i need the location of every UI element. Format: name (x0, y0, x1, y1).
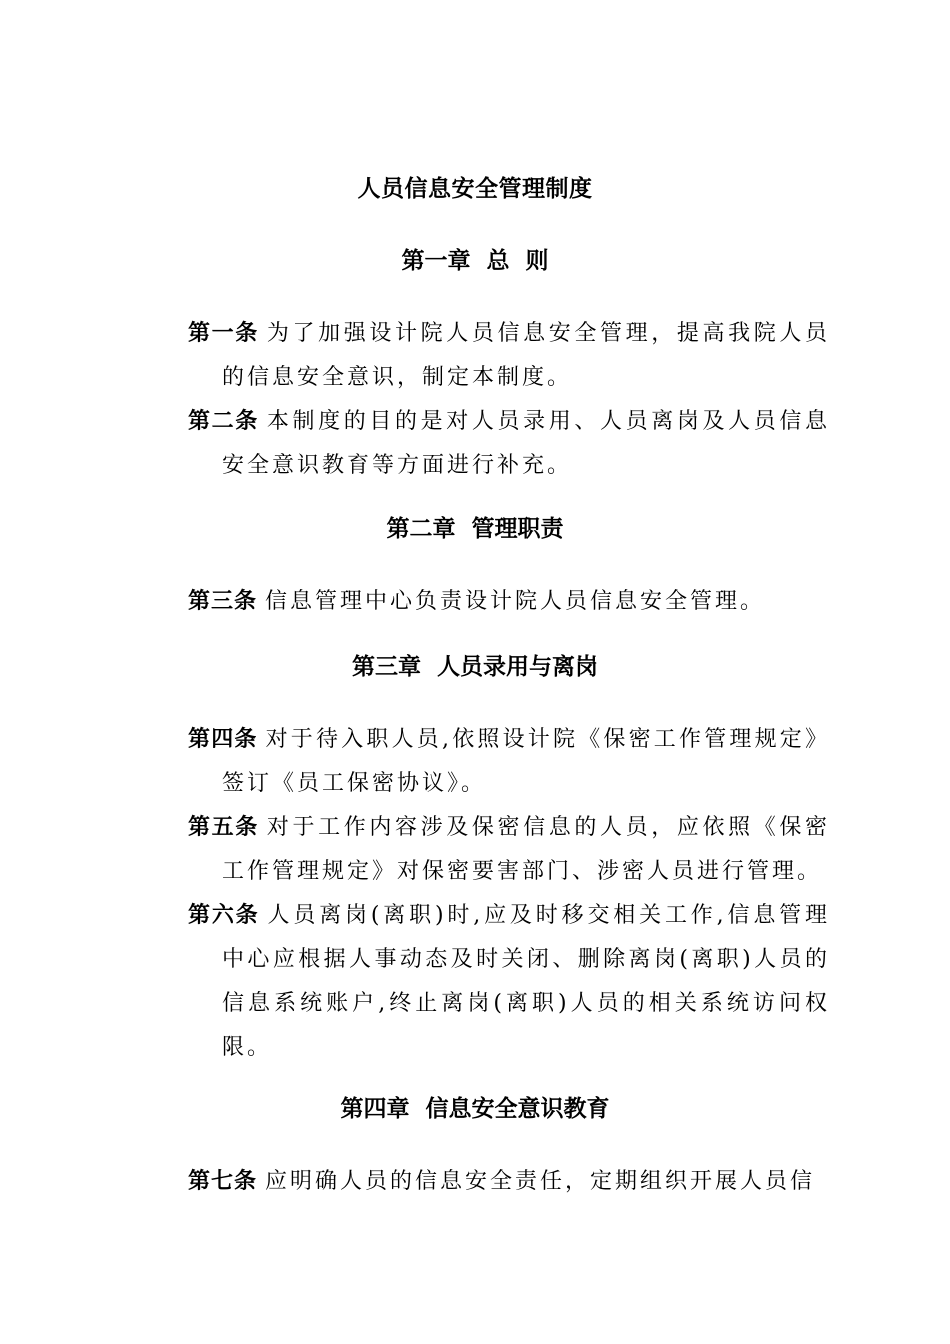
article-6 (188, 894, 830, 1070)
article-text: 本制度的目的是对人员录用、人员离岗及人员信息安全意识教育等方面进行补充。 (222, 409, 830, 478)
article-number: 第二条 (188, 409, 259, 434)
article-3 (188, 580, 830, 624)
chapter-heading-4: 第四章 信息安全意识教育 (340, 1096, 610, 1122)
article-number: 第三条 (188, 589, 258, 614)
article-1 (188, 312, 830, 400)
article-5 (188, 806, 830, 894)
chapter-heading-3: 第三章 人员录用与离岗 (351, 654, 598, 680)
article-number: 第七条 (188, 1169, 258, 1194)
article-7 (188, 1160, 830, 1204)
document-title: 人员信息安全管理制度 (357, 176, 593, 202)
article-2 (188, 400, 830, 488)
article-4 (188, 718, 830, 806)
article-number: 第六条 (188, 903, 260, 928)
chapter-heading-2: 第二章 管理职责 (386, 516, 564, 542)
article-text: 为了加强设计院人员信息安全管理，提高我院人员的信息安全意识，制定本制度。 (222, 321, 830, 390)
article-number: 第一条 (188, 321, 259, 346)
article-number: 第四条 (188, 727, 258, 752)
article-text: 对于待入职人员,依照设计院《保密工作管理规定》签订《员工保密协议》。 (222, 727, 830, 796)
article-text: 应明确人员的信息安全责任，定期组织开展人员信 (265, 1169, 816, 1194)
article-text: 信息管理中心负责设计院人员信息安全管理。 (265, 589, 766, 614)
article-text: 对于工作内容涉及保密信息的人员，应依照《保密工作管理规定》对保密要害部门、涉密人员进行管理。 (222, 815, 830, 884)
chapter-heading-1: 第一章 总 则 (401, 248, 549, 274)
article-number: 第五条 (188, 815, 259, 840)
article-text: 人员离岗(离职)时,应及时移交相关工作,信息管理中心应根据人事动态及时关闭、删除离岗(离职)人员的信息系统账户,终止离岗(离职)人员的相关系统访问权限。 (222, 903, 830, 1060)
